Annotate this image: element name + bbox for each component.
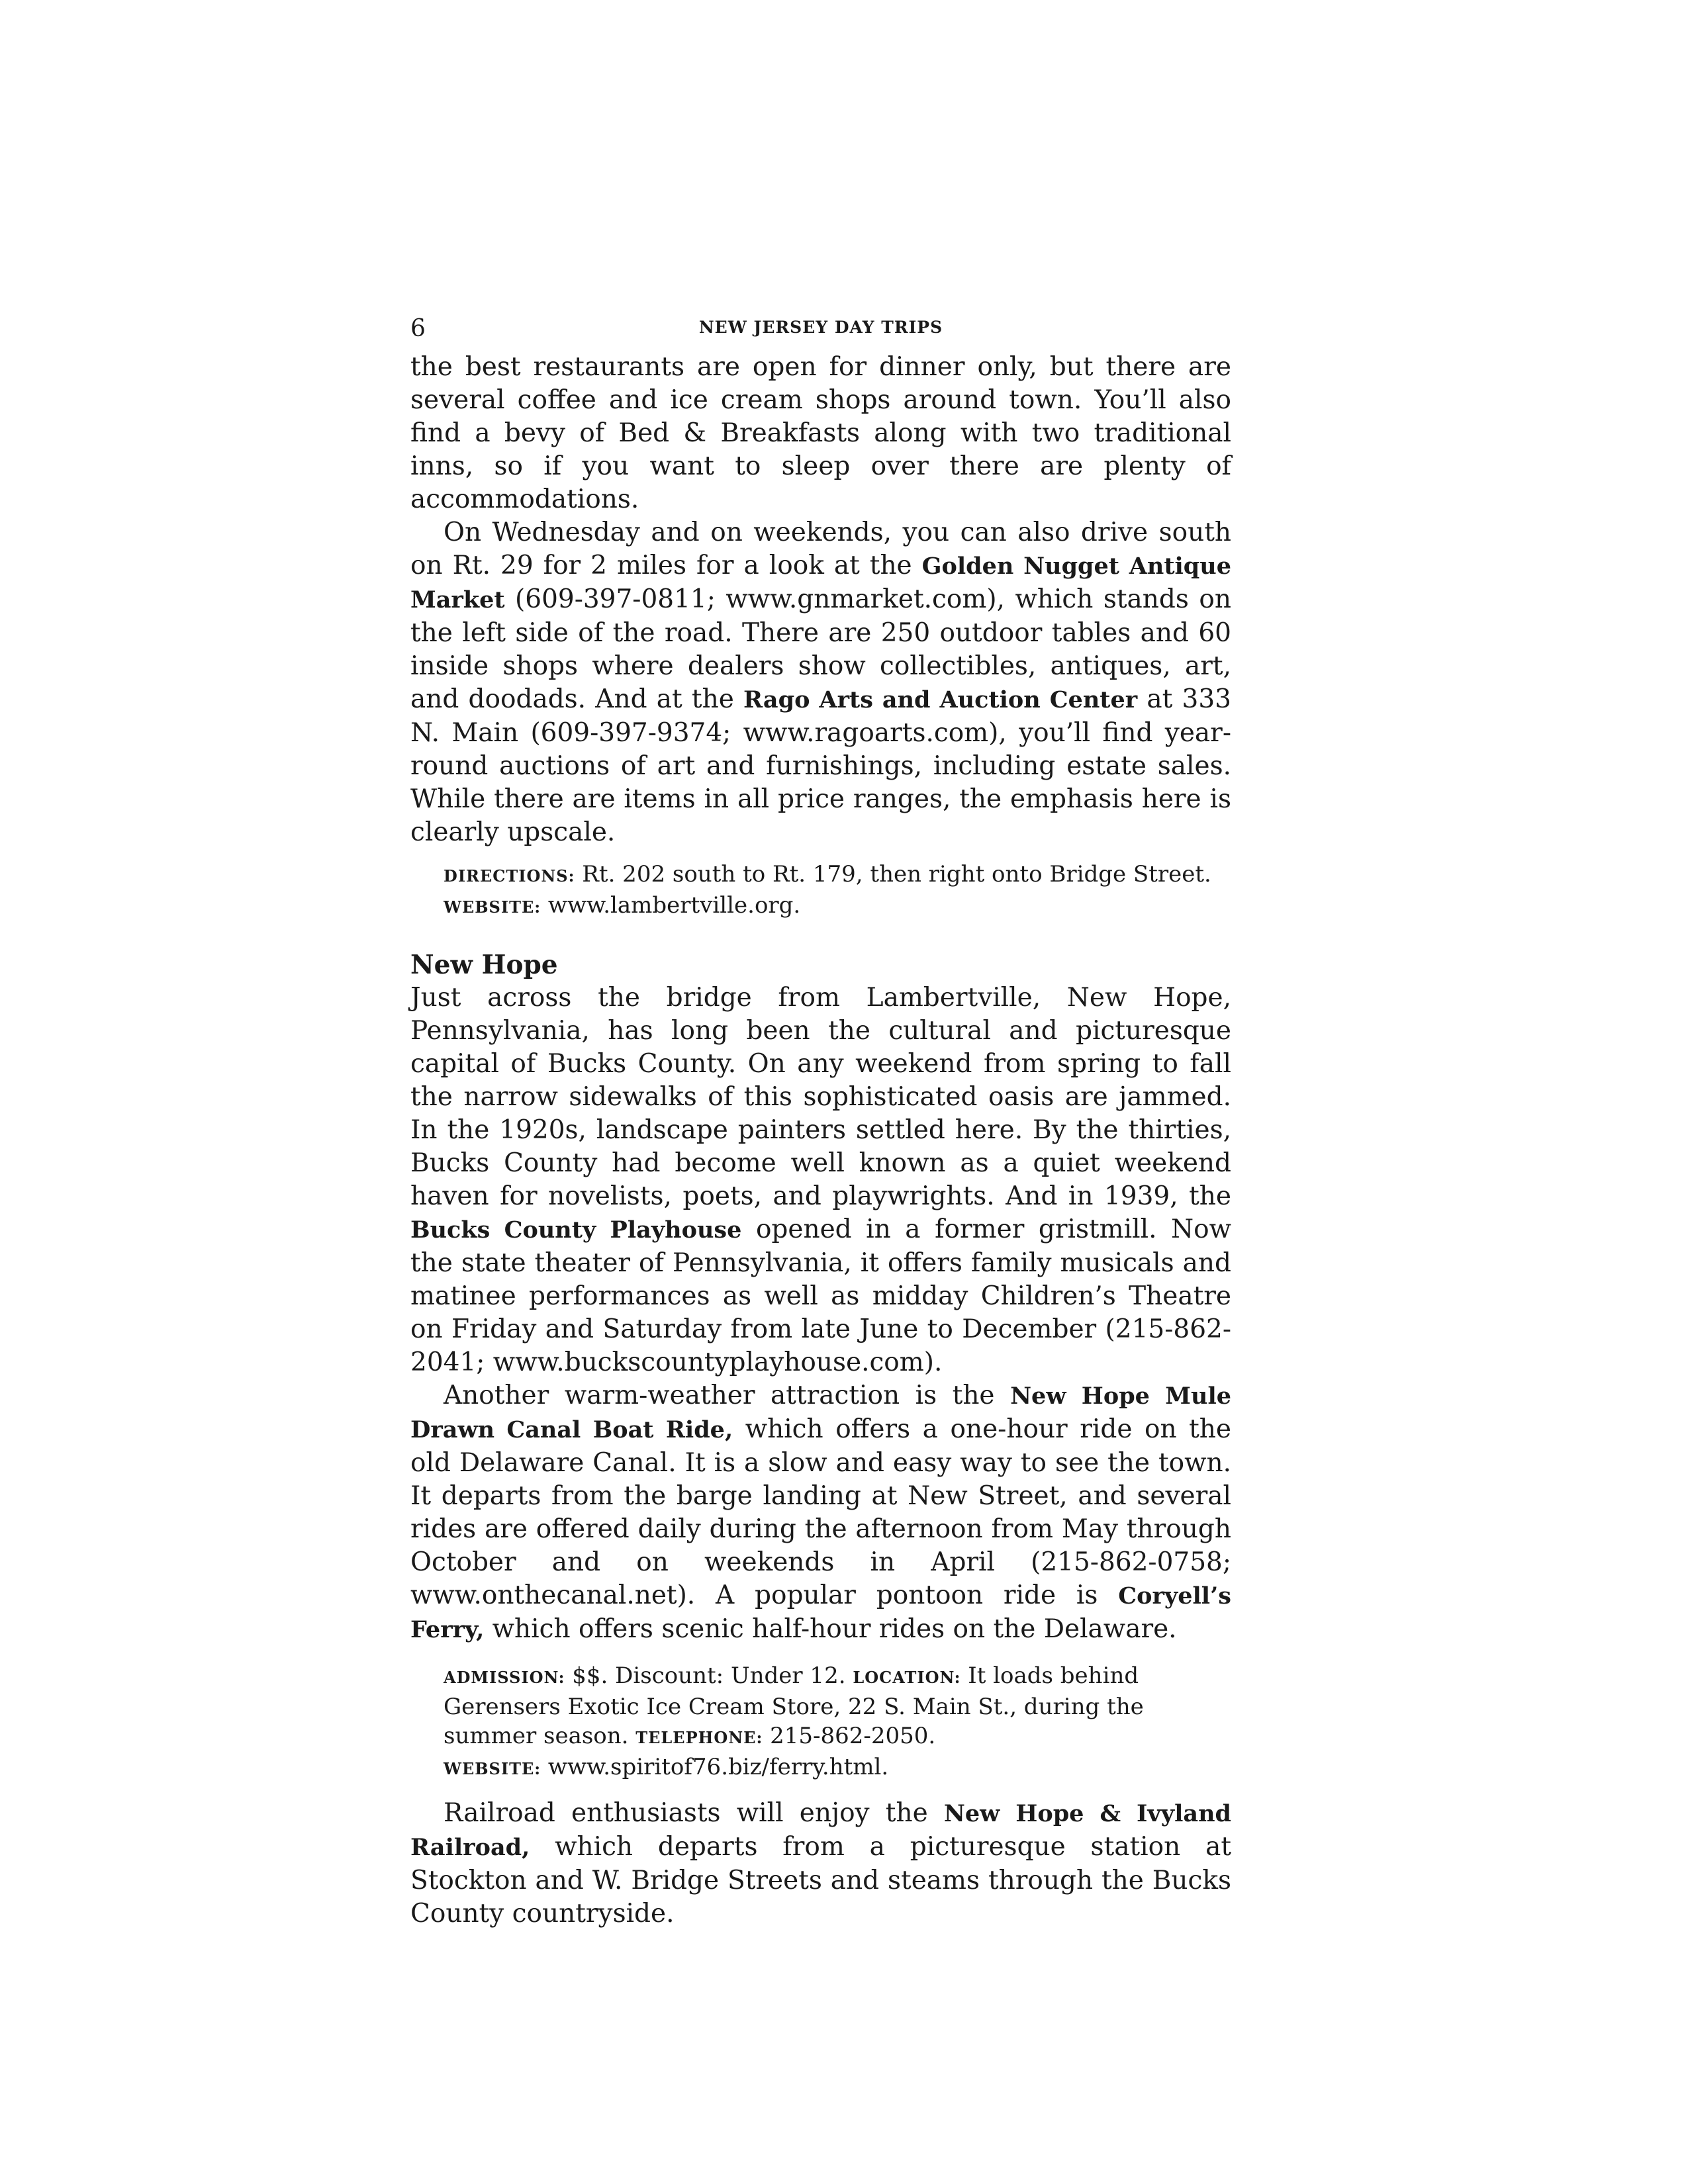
paragraph-text: Railroad enthusiasts will enjoy the [444,1798,944,1828]
ferry-name: Coryell’s Ferry, [410,1582,1231,1643]
book-page [410,311,1231,1931]
section-heading: New Hope [410,950,558,980]
directions-text: Rt. 202 south to Rt. 179, then right onto Bridge Street. [575,861,1211,887]
directions-line [444,860,1231,891]
website-line [444,891,1231,922]
paragraph-text: Just across the bridge from Lambertville, New Hope, Pennsylvania, has long been the cultural and picturesque capital of Bucks County. On any weekend from spring to fall the narrow sidewalks of this sophisticated oasis are jammed. In the 1920s, landscape painters settled here. By the thirties, Bucks County had become well known as a quiet weekend haven for novelists, poets, and playwrights. And in 1939, the [410,983,1231,1211]
paragraph-text: opened in a former gristmill. Now the state theater of Pennsylvania, it offers family musicals and matinee performances as well as midday Children’s Theatre on Friday and Saturday from late June to December (215-862-2041; www.buckscountyplayhouse.com). [410,1214,1232,1377]
paragraph-antiques [410,516,1231,849]
paragraph-text: the best restaurants are open for dinner only, but there are several coffee and ice cream shops around town. You’ll also find a bevy of Bed & Breakfasts along with two traditional inns, so if you want to sleep over there are plenty of accommodations. [410,352,1231,514]
admission-label: ADMISSION: [444,1668,565,1687]
paragraph-text: (609-397-0811; www.gnmarket.com), which stands on the left side of the road. There are 250 outdoor tables and 60 inside shops where dealers show collectibles, antiques, art, and doodads. And at the [410,584,1231,714]
paragraph-new-hope [410,981,1231,1379]
page-number: 6 [410,315,426,342]
website-url: www.spiritof76.biz/ferry.html. [541,1754,889,1780]
paragraph-canal-boat [410,1379,1231,1647]
website-url: www.lambertville.org. [541,892,801,919]
paragraph-text: which offers a one-hour ride on the old Delaware Canal. It is a slow and easy way to see the town. It departs from the barge landing at New Street, and several rides are offered daily during the afternoon from May through October and on weekends in April (215-862-0758; www.onthecanal.net). A popular pontoon ride is [410,1414,1232,1610]
paragraph-railroad [410,1797,1231,1931]
lambertville-info [444,860,1231,922]
golden-nugget-name: Golden Nugget Antique Market [410,553,1231,614]
directions-label: DIRECTIONS: [444,866,575,886]
running-head [410,311,1231,351]
paragraph-text: Another warm-weather attraction is the [444,1381,1011,1410]
paragraph-dining [410,351,1231,516]
website-line [444,1752,1172,1784]
website-label: WEBSITE: [444,897,541,917]
ferry-details [444,1661,1172,1752]
playhouse-name: Bucks County Playhouse [410,1216,742,1244]
railroad-name: New Hope & Ivyland Railroad, [410,1800,1231,1861]
paragraph-text: which departs from a picturesque station at Stockton and W. Bridge Streets and steams through the Bucks County countryside. [410,1832,1231,1929]
rago-name: Rago Arts and Auction Center [743,686,1138,713]
paragraph-text: which offers scenic half-hour rides on the Delaware. [484,1614,1177,1644]
book-title: NEW JERSEY DAY TRIPS [698,318,943,337]
location-label: LOCATION: [853,1668,961,1687]
telephone-label: TELEPHONE: [635,1728,763,1747]
canal-boat-name: New Hope Mule Drawn Canal Boat Ride, [410,1383,1232,1443]
admission-text: $$. Discount: Under 12. [565,1662,853,1689]
ferry-info [444,1661,1172,1784]
paragraph-text: at 333 N. Main (609-397-9374; www.ragoarts.com), you’ll find year-round auctions of art and furnishings, including estate sales. While there are items in all price ranges, the emphasis here is clearly upscale. [410,684,1231,847]
telephone-text: 215-862-2050. [763,1723,936,1749]
location-text: It loads behind Gerensers Exotic Ice Cream Store, 22 S. Main St., during the summer season. [444,1662,1144,1749]
paragraph-text: On Wednesday and on weekends, you can also drive south on Rt. 29 for 2 miles for a look at the [410,518,1231,580]
website-label: WEBSITE: [444,1759,541,1778]
